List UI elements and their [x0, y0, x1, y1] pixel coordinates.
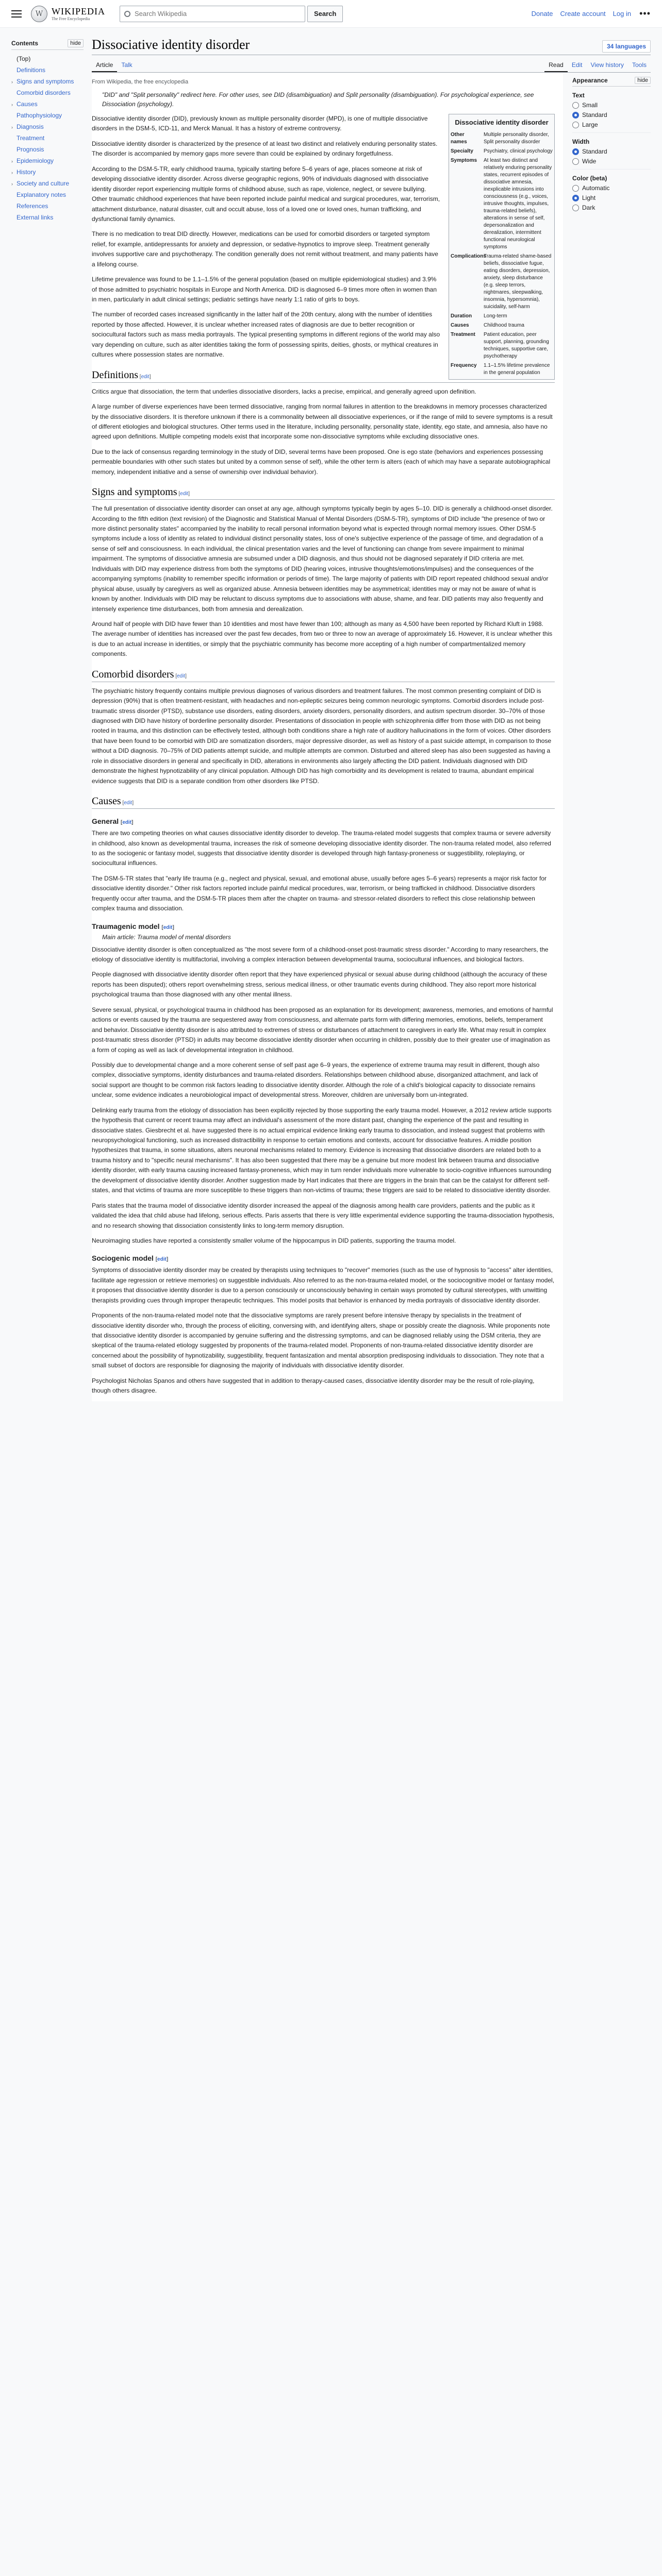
section-heading: Comorbid disorders [edit] [92, 669, 555, 682]
tab-tools[interactable]: Tools [632, 61, 647, 69]
paragraph: Severe sexual, physical, or psychological trauma in childhood has been proposed as an explanation for its development; awareness, memories, and emotions of harmful actions or events caused by the trauma are sequestered away from consciousness, and alternate parts form with differing memories, emotions, beliefs, temperament and behavior. Dissociative identity disorder is also attributed to extremes of stress or disturbances of attachment to caregivers in early life. What may result in complex post-traumatic stress disorder (PTSD) in adults may become dissociative identity disorder when occurring in children, possibly due to their greater use of imagination as a form of coping as well as lack of developmental integration in childhood. [92, 1006, 553, 1054]
radio-label: Wide [582, 158, 597, 165]
toc-item-label: Signs and symptoms [16, 78, 74, 85]
toc-item-label: Pathophysiology [16, 112, 62, 119]
paragraph: Neuroimaging studies have reported a consistently smaller volume of the hippocampus in DID patients, supporting the trauma model. [92, 1236, 456, 1244]
section-heading-sociogenic: Sociogenic model [edit] [92, 1254, 169, 1263]
infobox-row [451, 147, 553, 156]
site-header [0, 0, 662, 28]
logo-wordmark: WIKIPEDIA [52, 6, 105, 16]
toc-hide-button[interactable]: hide [68, 39, 84, 47]
paragraph: Paris states that the trauma model of dissociative identity disorder increased the appeal of the diagnosis among health care providers, patients and the public as it validated the idea that child abuse had lifelong, serious effects. Paris asserts that there is very little experimental evidence supporting the trauma-dissociation hypothesis, and no research showing that dissociation consistently links to long-term memory disruption. [92, 1201, 554, 1229]
toc-item-label: Epidemiology [16, 157, 54, 164]
infobox-row [451, 330, 553, 361]
paragraph: According to the DSM-5-TR, early childhood trauma, typically starting before 5–6 years of age, places someone at risk of developing dissociative identity disorder. Across diverse geographic regions, 90% of individuals diagnosed with dissociative identity disorder report experiencing multiple forms of childhood abuse, such as rape, violence, neglect, or severe bullying. Other traumatic childhood experiences that have been reported include painful medical and surgical procedures, war, terrorism, attachment disturbance, natural disaster, cult and occult abuse, loss of a loved one or loved ones, human trafficking, and dysfunctional family dynamics. [92, 165, 440, 223]
user-tools [532, 10, 632, 18]
color-option[interactable] [572, 184, 651, 192]
main-article-note: Main article: Trauma model of mental disorders [102, 933, 231, 941]
toc-item-label: Comorbid disorders [16, 89, 71, 96]
infobox-row [451, 361, 553, 378]
radio-button-icon[interactable] [572, 195, 579, 201]
search-input[interactable] [135, 10, 301, 18]
paragraph: Psychologist Nicholas Spanos and others have suggested that in addition to therapy-caused cases, dissociative identity disorder may be the result of role-playing, though others disagree. [92, 1377, 535, 1395]
paragraph: Dissociative identity disorder is characterized by the presence of at least two distinct and relatively enduring personality states. The disorder is accompanied by memory gaps more severe than could be explained by ordinary forgetfulness. [92, 140, 438, 158]
radio-label: Standard [582, 148, 607, 155]
toc-item-label: References [16, 202, 48, 210]
toc-toggle-icon[interactable]: › [11, 170, 13, 175]
section-heading: Definitions [edit] [92, 369, 555, 383]
wikipedia-logo[interactable] [31, 6, 105, 22]
section-heading: Causes [edit] [92, 795, 555, 809]
toc-item[interactable] [11, 64, 84, 76]
section-edit-link[interactable]: edit [122, 820, 132, 826]
paragraph: A large number of diverse experiences have been termed dissociative, ranging from normal failures in attention to the breakdowns in memory processes characterized by the dissociative disorders. It is therefore unknown if there is a commonality between all dissociative experiences, or if the range of mild to severe symptoms is a result of different etiologies and biological structures. Other terms used in the literature, including personality, personality state, identity, ego state, and amnesia, also have no agreed upon definitions. Multiple competing models exist that incorporate some non-dissociative symptoms while excluding dissociative ones. [92, 403, 553, 440]
infobox-value: At least two distinct and relatively enduring personality states, recurrent episodes of dissociative amnesia, inexplicable intrusions into consciousness (e.g., voices, intrusive thoughts, impulses, trauma-related beliefs), alterations in sense of self, depersonalization and derealization, intermittent functional neurological symptoms [484, 158, 552, 250]
section-edit-link[interactable]: edit [177, 673, 186, 679]
toc-item-label: Definitions [16, 66, 46, 74]
section-edit-link[interactable]: edit [163, 924, 173, 930]
toc-item-label: History [16, 168, 36, 176]
paragraph: Lifetime prevalence was found to be 1.1–1.5% of the general population (based on multiple epidemiological studies) and 3.9% of those admitted to psychiatric hospitals in Europe and North America. DID is diagnosed 6–9 times more often in women than in men, particularly in adult clinical settings; pediatric settings have nearly 1:1 ratio of girls to boys. [92, 276, 437, 303]
infobox-value: Patient education, peer support, planning, grounding techniques, supportive care, psychotherapy [484, 332, 549, 360]
infobox-row [451, 321, 553, 330]
radio-label: Dark [582, 204, 595, 211]
toc-item-label: Prognosis [16, 146, 44, 153]
site-sub: From Wikipedia, the free encyclopedia [92, 79, 189, 85]
toc-item-label: Causes [16, 100, 38, 108]
infobox-value: Psychiatry, clinical psychology [484, 148, 553, 155]
radio-label: Light [582, 194, 596, 201]
radio-button-icon[interactable] [572, 102, 579, 109]
appearance-panel [563, 73, 651, 1401]
infobox-title: Dissociative identity disorder [455, 118, 549, 126]
tab-view-history[interactable]: View history [590, 61, 624, 69]
toc-item[interactable] [11, 200, 84, 212]
toc-item[interactable] [11, 212, 84, 223]
radio-button-icon[interactable] [572, 112, 579, 118]
paragraph: The full presentation of dissociative identity disorder can onset at any age, although symptoms typically begin by ages 5–10. DID is generally a childhood-onset disorder. According to the fifth edition (text revision) of the Diagnostic and Statistical Manual of Mental Disorders (DSM-5-TR), symptoms of DID include "the presence of two or more distinct personality states" accompanied by the inability to recall personal information beyond what is expected through normal memory issues. Other DSM-5 symptoms include a loss of identity as related to individual distinct personality states, loss of one's subjective experience of the passage of time, and degradation of a sense of self and consciousness. In each individual, the clinical presentation varies and the level of functioning can change from severe impairment to minimal impairment. The symptoms of dissociative amnesia are subsumed under a DID diagnosis, and thus should not be diagnosed separately if DID criteria are met. Individuals with DID may experience distress from both the symptoms of DID (hearing voices, intrusive thoughts/emotions/impulses) and the consequences of the accompanying symptoms (inability to remember specific information or periods of time). The large majority of patients with DID report repeated childhood sexual and/or physical abuse, usually by caregivers as well as organized abuse. Amnesia between identities may be asymmetrical; identities may or may not be aware of what is known by another. Individuals with DID may be reluctant to discuss symptoms due to associations with abuse, shame, and fear. DID patients may also frequently and intensely experience time disturbances, both from amnesia and derealization. [92, 505, 553, 613]
infobox-label: Complications [451, 253, 486, 260]
width-option[interactable] [572, 148, 651, 155]
radio-label: Standard [582, 111, 607, 118]
infobox-row [451, 156, 553, 252]
toc-item[interactable] [11, 76, 84, 87]
toc-item-label: Society and culture [16, 180, 70, 187]
paragraph: Proponents of the non-trauma-related model note that the dissociative symptoms are rarely present before intensive therapy by specialists in the treatment of dissociative identity disorder who, through the process of eliciting, conversing with, and identifying alters, shape or possibly create the diagnosis. While proponents note that dissociative identity disorder is accompanied by genuine suffering and the distressing symptoms, and can be diagnosed reliably using the DSM criteria, they are skeptical of the trauma-related etiology suggested by proponents of the trauma-related model. Proponents of non-trauma-related dissociative identity disorder are concerned about the possibility of hypnotizability, suggestibility, frequent fantasization and mental absorption predisposing individuals to dissociation. They note that a small subset of doctors are responsible for diagnosing the majority of individuals with dissociative identity disorder. [92, 1312, 550, 1369]
paragraph: The DSM-5-TR states that "early life trauma (e.g., neglect and physical, sexual, and emotional abuse, usually before ages 5–6 years) represents a major risk factor for dissociative identity disorder." Other risk factors reported include painful medical procedures, war, terrorism, or being trafficked in childhood. Dissociative disorders frequently occur after trauma, and the DSM-5-TR places them after the chapter on trauma- and stressor-related disorders to reflect this close relationship between complex trauma and dissociation. [92, 874, 547, 912]
tab-talk[interactable]: Talk [121, 61, 133, 69]
text-size-option[interactable] [572, 101, 651, 109]
toc-item[interactable] [11, 87, 84, 98]
tab-article[interactable]: Article [92, 59, 117, 72]
article-body [92, 73, 563, 1401]
toc-item-label: External links [16, 214, 54, 221]
infobox-value: Long-term [484, 313, 507, 319]
toc-item[interactable] [11, 53, 84, 64]
paragraph: Delinking early trauma from the etiology of dissociation has been explicitly rejected by those supporting the early trauma model. However, a 2012 review article supports the hypothesis that current or recent trauma may affect an individual's assessment of the more distant past, changing the experience of the past and resulting in dissociative states. Giesbrecht et al. have suggested there is no actual empirical evidence linking early trauma to dissociation, and instead suggest that problems with neuropsychological functioning, such as increased distractibility in response to certain emotions and contexts, account for dissociative features. A middle position hypothesizes that trauma, in some situations, alters neuronal mechanisms related to memory. Evidence is increasing that dissociative disorders are related both to a trauma history and to "specific neural mechanisms". It has also been suggested that there may be a genuine but more modest link between trauma and dissociative identity disorder, with early trauma causing increased fantasy-proneness, which may in turn render individuals more vulnerable to socio-cognitive influences surrounding the development of dissociative identity disorder. Another suggestion made by Hart indicates that there are triggers in the brain that can be the catalyst for different self-states, and that victims of trauma are more susceptible to these triggers than non-victims of trauma; these triggers are said to be related to dissociative identity disorder. [92, 1106, 552, 1194]
toc-toggle-icon[interactable]: › [11, 181, 13, 187]
search-icon [124, 11, 130, 17]
toc-item-label: Explanatory notes [16, 191, 67, 198]
paragraph: The psychiatric history frequently contains multiple previous diagnoses of various disorders and treatment failures. The most common presenting complaint of DID is depression (90%) that is often treatment-resistant, with headaches and non-epileptic seizures being common neurologic symptoms. Comorbid disorders include post-traumatic stress disorder (PTSD), substance use disorders, eating disorders, anxiety disorders, personality disorders, and autism spectrum disorder. 30–70% of those diagnosed with DID have history of borderline personality disorder. Presentations of dissociation in people with schizophrenia differ from those with DID as not being rooted in trauma, and this distinction can be effectively tested, although both conditions share a high rate of auditory hallucinations in the form of voices. Other disorders that have been found to be comorbid with DID are somatization disorders, major depressive disorder, as well as history of a past suicide attempt, in comparison to those without a DID diagnosis. 70–75% of DID patients attempt suicide, and multiple attempts are common. Disturbed and altered sleep has also been suggested as having a role in dissociative disorders in general and specifically in DID, alterations in environments also largely affecting the DID patient. Individuals diagnosed with DID demonstrate the highest hypnotizability of any clinical population. Although DID has high comorbidity and its development is related to trauma, abundant empirical evidence suggests that DID is a separate condition from other disorders like PTSD. [92, 687, 552, 785]
page-tabs [92, 59, 651, 73]
radio-label: Automatic [582, 184, 610, 192]
paragraph: People diagnosed with dissociative identity disorder often report that they have experienced physical or sexual abuse during childhood (although the accuracy of these reports has been disputed); others report overwhelming stress, serious medical illness, or other traumatic events during childhood. They also report more historical psychological trauma than those diagnosed with any other mental illness. [92, 971, 548, 998]
radio-button-icon[interactable] [572, 122, 579, 128]
search-form [120, 6, 343, 22]
infobox [449, 114, 555, 380]
hatnote: "DID" and "Split personality" redirect here. For other uses, see DID (disambiguation) and Split personality (disambiguation). For psychological experience, see Dissociation (psychology). [102, 91, 534, 108]
toc-item-label: Treatment [16, 134, 45, 142]
toc-toggle-icon[interactable]: › [11, 79, 13, 84]
toc-heading: Contents [11, 40, 38, 47]
paragraph: Due to the lack of consensus regarding terminology in the study of DID, several terms have been proposed. One is ego state (behaviors and experiences possessing permeable boundaries with other such states but united by a common sense of self), while the other term is alters (each of which may have a separate autobiographical memory, independent initiative and a sense of ownership over individual behavior). [92, 448, 551, 476]
toc-item[interactable] [11, 98, 84, 110]
search-field[interactable] [120, 6, 305, 22]
section-edit-link[interactable]: edit [124, 800, 133, 806]
radio-label: Small [582, 101, 598, 109]
paragraph: Critics argue that dissociation, the term that underlies dissociative disorders, lacks a precise, empirical, and generally agreed upon definition. [92, 387, 476, 395]
toc-item[interactable] [11, 121, 84, 132]
text-size-option[interactable] [572, 111, 651, 118]
paragraph: The number of recorded cases increased significantly in the latter half of the 20th century, along with the number of identities reported by those affected. However, it is unclear whether increased rates of diagnosis are due to better recognition or sociocultural factors such as mass media portrayals. The typical presenting symptoms in different regions of the world may also vary depending on culture, such as alter identities taking the form of possessing spirits, deities, ghosts, or mythical creatures in cultures where possession states are normative. [92, 311, 440, 359]
infobox-label: Symptoms [451, 158, 477, 164]
paragraph: There is no medication to treat DID directly. However, medications can be used for comorbid disorders or targeted symptom relief, for example, antidepressants for anxiety and depression, or sedative-hypnotics to improve sleep. Treatment generally involves supportive care and psychotherapy. The condition generally does not remit without treatment, and many patients have a lifelong course. [92, 230, 438, 268]
more-options-icon[interactable]: ••• [639, 8, 651, 19]
infobox-label: Duration [451, 313, 472, 319]
toc-toggle-icon[interactable]: › [11, 159, 13, 164]
width-label: Width [572, 138, 590, 145]
width-option[interactable] [572, 158, 651, 165]
infobox-row [451, 312, 553, 321]
search-button[interactable]: Search [307, 6, 343, 22]
radio-button-icon[interactable] [572, 158, 579, 165]
toc-item[interactable] [11, 178, 84, 189]
paragraph: Possibly due to developmental change and a more coherent sense of self past age 6–9 years, the experience of extreme trauma may result in different, though also complex, dissociative symptoms, identity disturbances and trauma-related disorders. Relationships between childhood abuse, disorganized attachment, and lack of social support are thought to be common risk factors leading to dissociative identity disorder. Although the role of a child's biological capacity to dissociate remains unclear, some evidence indicates a neurobiological impact of developmental stress. Moreover, children are universally born un-integrated. [92, 1061, 540, 1099]
toc-toggle-icon[interactable]: › [11, 102, 13, 107]
user-tool-link[interactable]: Donate [531, 10, 553, 18]
toc-item[interactable] [11, 110, 84, 121]
infobox-row [451, 130, 553, 147]
radio-button-icon[interactable] [572, 148, 579, 155]
page-title: Dissociative identity disorder [92, 37, 250, 52]
paragraph: Around half of people with DID have fewer than 10 identities and most have fewer than 100; although as many as 4,500 have been reported by Richard Kluft in 1988. The average number of identities has increased over the past few decades, from two or three to now an average of approximately 16. However, it is unclear whether this is due to an actual increase in identities, or simply that the psychiatric community has become more accepting of a high number of compartmentalized memory components. [92, 620, 553, 658]
toc-item[interactable] [11, 189, 84, 200]
infobox-label: Causes [451, 323, 469, 329]
infobox-label: Frequency [451, 363, 477, 369]
infobox-value: 1.1–1.5% lifetime prevalence in the general population [484, 363, 550, 376]
section-heading-general: General [edit] [92, 817, 134, 826]
section-edit-link[interactable]: edit [157, 1257, 167, 1263]
infobox-label: Treatment [451, 332, 475, 338]
section-heading-text: Definitions [92, 369, 138, 381]
section-heading-text: Comorbid disorders [92, 668, 174, 680]
tab-read[interactable]: Read [544, 59, 568, 72]
appearance-heading: Appearance [572, 77, 608, 84]
text-size-option[interactable] [572, 121, 651, 128]
toc-item[interactable] [11, 144, 84, 155]
section-edit-link[interactable]: edit [141, 374, 150, 380]
color-label: Color (beta) [572, 175, 607, 182]
text-size-label: Text [572, 92, 585, 99]
section-heading-text: Signs and symptoms [92, 486, 177, 498]
section-heading-traumagenic: Traumagenic model [edit] [92, 922, 174, 930]
paragraph: There are two competing theories on what causes dissociative identity disorder to develop. The trauma-related model suggests that complex trauma or severe adversity in childhood, also known as developmental trauma, increases the risk of someone developing dissociative identity disorder. The non-trauma related model, also referred to as the sociogenic or fantasy model, suggests that dissociative identity disorder is developed through high fantasy-proneness or suggestibility, roleplaying, or sociocultural influences. [92, 829, 551, 867]
infobox-value: Trauma-related shame-based beliefs, dissociative fugue, eating disorders, depression, anxiety, sleep disturbance (e.g. sleep terrors, nightmares, sleepwalking, insomnia, hypersomnia), suicidality, self-harm [484, 253, 552, 310]
toc-item[interactable] [11, 166, 84, 178]
toc-item-label: (Top) [16, 55, 31, 62]
infobox-row [451, 252, 553, 312]
color-option[interactable] [572, 194, 651, 201]
infobox-value: Childhood trauma [484, 323, 524, 329]
globe-icon: W [31, 6, 47, 22]
toc-toggle-icon[interactable]: › [11, 125, 13, 130]
tab-edit[interactable]: Edit [571, 61, 583, 69]
user-tool-link[interactable]: Log in [613, 10, 632, 18]
infobox-label: Specialty [451, 148, 473, 155]
paragraph: Dissociative identity disorder is often conceptualized as "the most severe form of a childhood-onset post-traumatic stress disorder." According to many researchers, the etiology of dissociative identity is multifactorial, involving a complex interaction between developmental trauma, sociocultural influences, and biological factors. [92, 945, 549, 963]
infobox-value: Multiple personality disorder, Split personality disorder [484, 132, 549, 145]
section-heading-text: Causes [92, 795, 121, 807]
toc-item[interactable] [11, 132, 84, 144]
logo-tagline: The Free Encyclopedia [52, 16, 90, 21]
user-tool-link[interactable]: Create account [560, 10, 606, 18]
color-option[interactable] [572, 204, 651, 211]
toc-item[interactable] [11, 155, 84, 166]
radio-button-icon[interactable] [572, 205, 579, 211]
table-of-contents [11, 28, 84, 1401]
radio-button-icon[interactable] [572, 185, 579, 192]
language-button[interactable]: 34 languages [602, 40, 651, 53]
toc-item-label: Diagnosis [16, 123, 44, 130]
section-heading: Signs and symptoms [edit] [92, 486, 555, 500]
paragraph: Dissociative identity disorder (DID), previously known as multiple personality disorder (MPD), is one of multiple dissociative disorders in the DSM-5, ICD-11, and Merck Manual. It has a history of extreme controversy. [92, 115, 428, 132]
infobox-label: Other names [451, 132, 467, 145]
radio-label: Large [582, 121, 598, 128]
section-edit-link[interactable]: edit [180, 491, 189, 497]
paragraph: Symptoms of dissociative identity disorder may be created by therapists using techniques to "recover" memories (such as the use of hypnosis to "access" alter identities, facilitate age regression or retrieve memories) on suggestible individuals. Also referred to as the non-trauma-related model, or the sociocognitive model or fantasy model, it proposes that dissociative identity disorder is due to a person consciously or unconsciously behaving in certain ways promoted by cultural stereotypes, with unwitting therapists providing cues through improper therapeutic techniques. This model posits that behavior is enhanced by media portrayals of dissociative identity disorder. [92, 1266, 555, 1304]
appearance-hide-button[interactable]: hide [635, 77, 651, 84]
main-menu-icon[interactable] [11, 10, 22, 18]
